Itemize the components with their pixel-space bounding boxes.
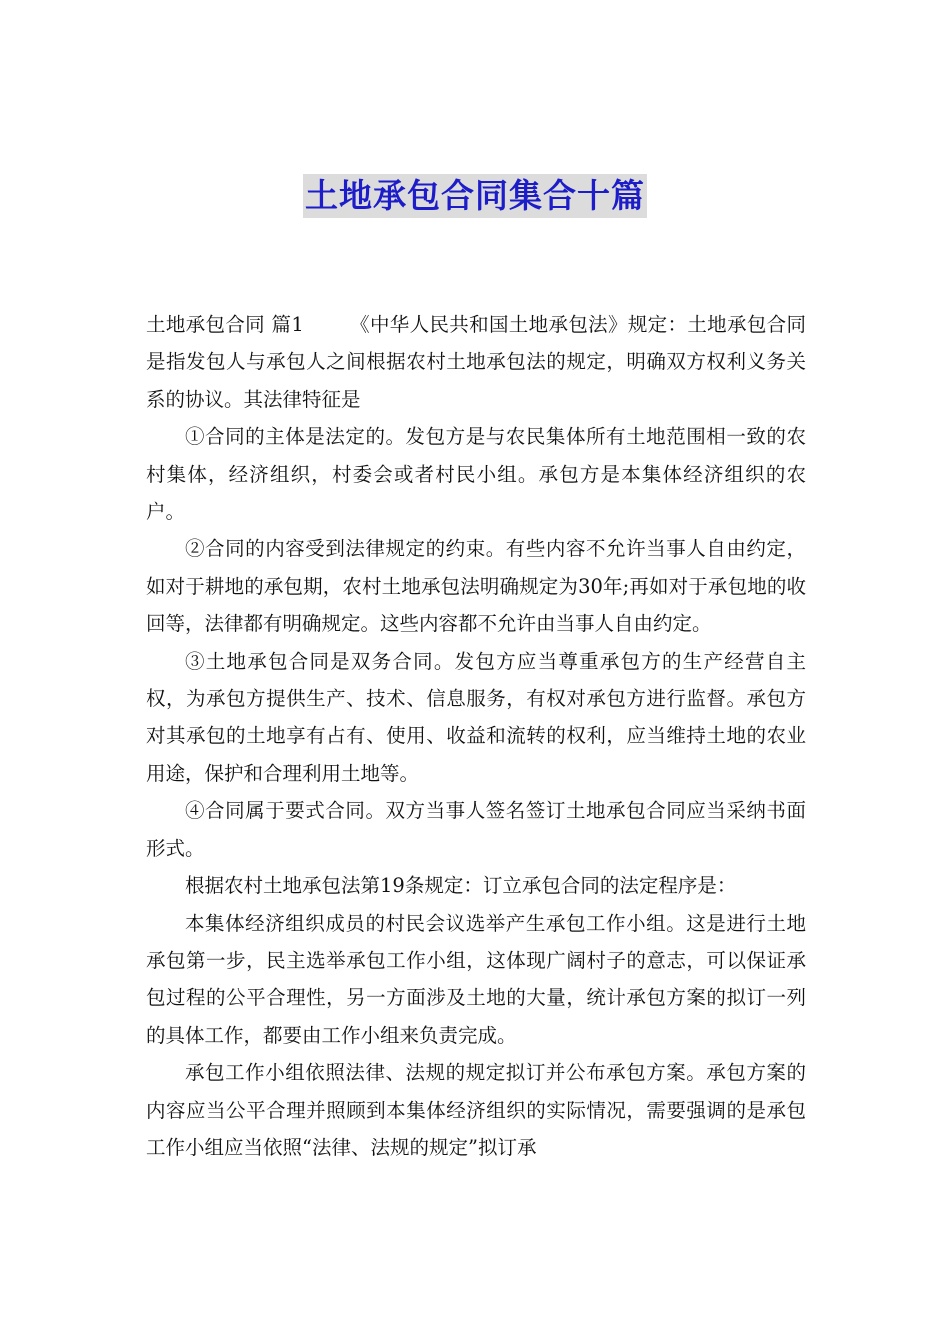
paragraph-6: 本集体经济组织成员的村民会议选举产生承包工作小组。这是进行土地承包第一步，民主选举承包工作小组，这体现广阔村子的意志，可以保证承包过程的公平合理性，另一方面涉及土地的大量，统计承包方案的拟订一列的具体工作，都要由工作小组来负责完成。 xyxy=(146,911,806,1047)
document-title: 土地承包合同集合十篇 xyxy=(303,174,647,218)
paragraph-text: 《中华人民共和国土地承包法》规定：土地承包合同是指发包人与承包人之间根据农村土地承包法的规定，明确双方权利义务关系的协议。其法律特征是 xyxy=(146,313,806,411)
paragraph-4: ④合同属于要式合同。双方当事人签名签订土地承包合同应当采纳书面形式。 xyxy=(146,799,806,860)
paragraph-3: ③土地承包合同是双务合同。发包方应当尊重承包方的生产经营自主权，为承包方提供生产、技术、信息服务，有权对承包方进行监督。承包方对其承包的土地享有占有、使用、收益和流转的权利，应当维持土地的农业用途，保护和合理利用土地等。 xyxy=(146,649,806,785)
paragraph-5: 根据农村土地承包法第19条规定：订立承包合同的法定程序是： xyxy=(185,874,737,898)
paragraph-intro xyxy=(146,306,806,418)
document-body xyxy=(146,306,806,1166)
paragraph-2: ②合同的内容受到法律规定的约束。有些内容不允许当事人自由约定，如对于耕地的承包期，农村土地承包法明确规定为30年;再如对于承包地的收回等，法律都有明确规定。这些内容都不允许由当事人自由约定。 xyxy=(146,537,806,636)
paragraph-7: 承包工作小组依照法律、法规的规定拟订并公布承包方案。承包方案的内容应当公平合理并照顾到本集体经济组织的实际情况，需要强调的是承包工作小组应当依照“法律、法规的规定”拟订承 xyxy=(146,1061,806,1159)
title-container xyxy=(0,174,950,218)
section-heading: 土地承包合同 篇1 xyxy=(146,313,304,336)
paragraph-1: ①合同的主体是法定的。发包方是与农民集体所有土地范围相一致的农村集体，经济组织，村委会或者村民小组。承包方是本集体经济组织的农户。 xyxy=(146,425,806,524)
